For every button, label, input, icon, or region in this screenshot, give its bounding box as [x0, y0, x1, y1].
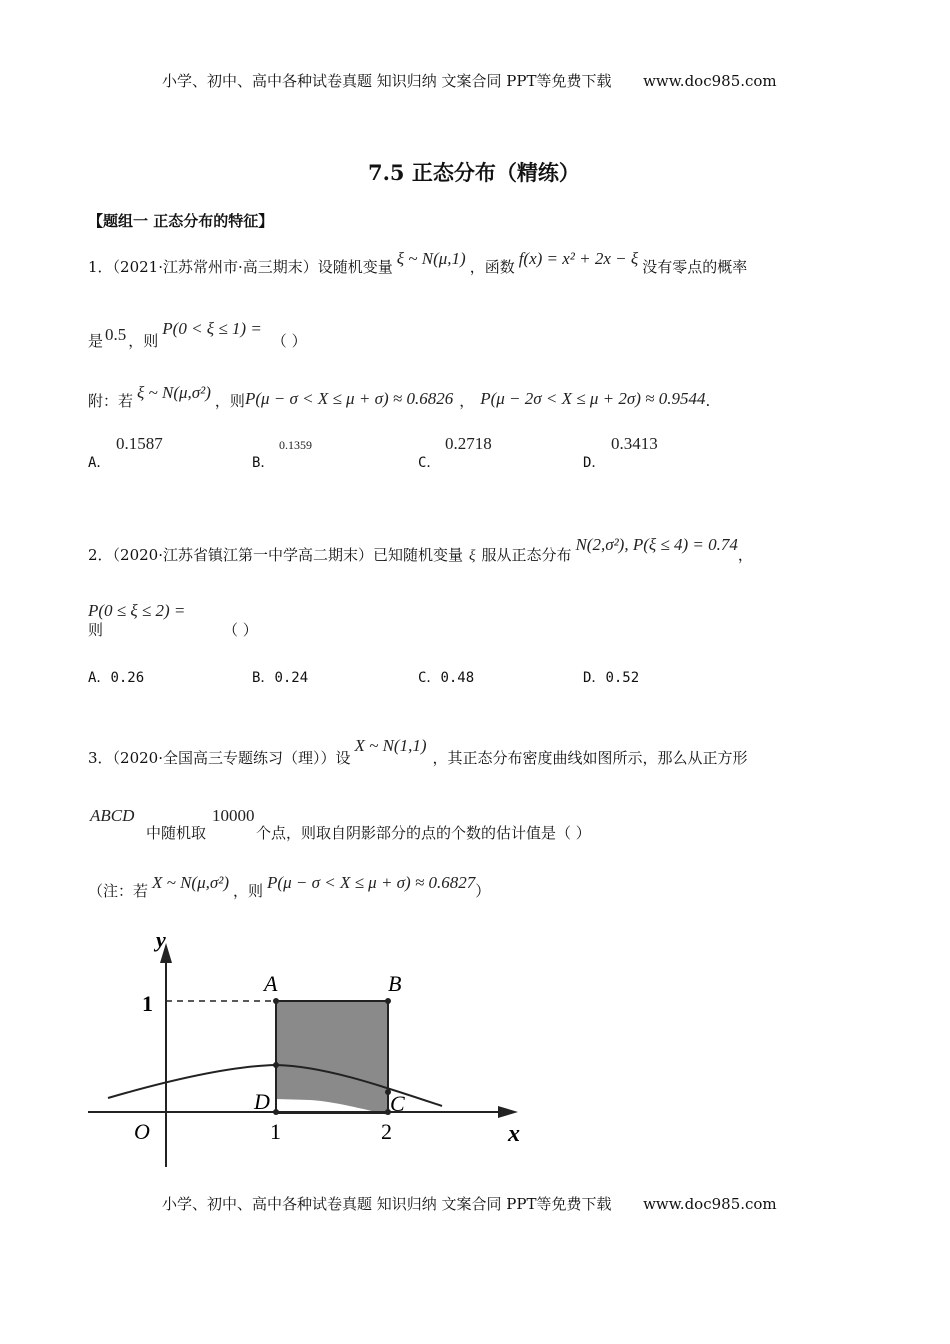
q1-note-b: ，则 — [214, 392, 245, 410]
footer-text: 小学、初中、高中各种试卷真题 知识归纳 文案合同 PPT等免费下载 — [162, 1195, 612, 1213]
q1-note-a: 附：若 — [88, 392, 134, 410]
section-heading: 【题组一 正态分布的特征】 — [88, 212, 274, 230]
header-url[interactable]: www.doc985.com — [643, 72, 777, 90]
option-value: 0.26 — [110, 670, 145, 686]
q1-suffix: 没有零点的概率 — [642, 258, 748, 276]
q2-end: ， — [737, 546, 753, 564]
option-label: A． — [88, 455, 111, 471]
q3-suffix: ，其正态分布密度曲线如图所示，那么从正方形 — [432, 749, 748, 767]
point-d — [273, 1109, 279, 1115]
y-axis-label: y — [156, 927, 166, 952]
q2-option-c[interactable] — [418, 667, 474, 687]
question-3-line-1 — [88, 736, 748, 768]
q1-option-c-value: 0.2718 — [445, 434, 492, 453]
q1-note-c: ， — [459, 392, 475, 410]
q3-square-label: ABCD — [90, 806, 135, 825]
q1-option-d[interactable] — [583, 452, 605, 472]
q1-note-distribution: ξ ~ N(μ,σ²) — [137, 383, 211, 402]
option-label: B． — [252, 670, 275, 686]
q3-note-p: P(μ − σ < X ≤ μ + σ) ≈ 0.6827 — [267, 873, 476, 892]
q1-option-b-value: 0.1359 — [279, 438, 312, 452]
q2-ask: P(0 ≤ ξ ≤ 2) = — [88, 601, 186, 620]
q3-count: 10000 — [212, 806, 255, 825]
q2-answer-paren: （ ） — [223, 621, 258, 639]
shaded-region — [276, 1001, 388, 1115]
x-axis-label: x — [508, 1121, 520, 1147]
page-header — [162, 70, 777, 91]
tick-1-label: 1 — [270, 1119, 281, 1144]
point-b — [385, 998, 391, 1004]
q3-mid: 中随机取 — [146, 824, 207, 842]
q2-option-a[interactable] — [88, 667, 144, 687]
option-value: 0.52 — [605, 670, 640, 686]
q1-option-a-value: 0.1587 — [116, 434, 163, 453]
point-c-label: C — [390, 1091, 405, 1116]
option-value: 0.48 — [440, 670, 475, 686]
q1-ask: P(0 < ξ ≤ 1) = — [162, 319, 262, 338]
origin-label: O — [134, 1119, 150, 1144]
question-1-line-2 — [88, 319, 307, 351]
normal-curve-figure — [80, 925, 540, 1170]
y-one-label: 1 — [142, 991, 153, 1016]
q1-note-end: . — [705, 392, 711, 410]
option-label: C． — [418, 670, 441, 686]
q3-prefix: 3．（2020·全国高三专题练习（理））设 — [88, 749, 351, 767]
point-b-label: B — [388, 971, 402, 996]
q1-line2-a: 是 — [88, 332, 104, 350]
page-footer — [162, 1193, 777, 1214]
point-a — [273, 998, 279, 1004]
option-label: D． — [583, 670, 606, 686]
q1-option-a[interactable] — [88, 452, 110, 472]
q3-tail: 个点，则取自阴影部分的点的个数的估计值是（ ） — [256, 824, 591, 842]
q3-note-distribution: X ~ N(μ,σ²) — [152, 873, 230, 892]
q3-distribution: X ~ N(1,1) — [354, 736, 427, 755]
q1-line2-b: ，则 — [128, 332, 159, 350]
q1-option-c[interactable] — [418, 452, 440, 472]
tick-2-label: 2 — [381, 1119, 392, 1144]
question-3-line-2 — [146, 822, 591, 843]
q1-distribution: ξ ~ N(μ,1) — [396, 249, 466, 268]
x-axis-arrow — [498, 1106, 518, 1118]
page-title: 7.5 正态分布（精练） — [368, 160, 580, 185]
header-text: 小学、初中、高中各种试卷真题 知识归纳 文案合同 PPT等免费下载 — [162, 72, 612, 90]
option-label: C． — [418, 455, 441, 471]
q2-mid: 服从正态分布 — [481, 546, 572, 564]
q1-prefix: 1．（2021·江苏常州市·高三期末）设随机变量 — [88, 258, 393, 276]
q1-answer-paren: （ ） — [271, 332, 307, 350]
question-2-line-1 — [88, 535, 753, 565]
point-d-label: D — [254, 1089, 270, 1114]
point-a-label: A — [264, 971, 278, 996]
q1-option-b[interactable] — [252, 452, 274, 472]
q2-option-d[interactable] — [583, 667, 639, 687]
q1-mid: ，函数 — [469, 258, 515, 276]
q2-condition: N(2,σ²), P(ξ ≤ 4) = 0.74 — [575, 535, 738, 554]
q3-note-b: ，则 — [233, 882, 264, 900]
q1-option-d-value: 0.3413 — [611, 434, 658, 453]
q2-variable: ξ — [469, 548, 476, 564]
q1-note-p1: P(μ − σ < X ≤ μ + σ) ≈ 0.6826 — [244, 389, 454, 408]
question-1-note — [88, 383, 711, 411]
q3-note-a: （注：若 — [88, 882, 149, 900]
option-label: D． — [583, 455, 606, 471]
question-1-line-1 — [88, 249, 748, 277]
q1-function: f(x) = x² + 2x − ξ — [518, 249, 639, 268]
q2-prefix: 2．（2020·江苏省镇江第一中学高二期末）已知随机变量 — [88, 546, 463, 564]
q3-note-end: ） — [475, 882, 491, 900]
footer-url[interactable]: www.doc985.com — [643, 1195, 777, 1213]
option-label: A． — [88, 670, 111, 686]
q1-probability: 0.5 — [105, 325, 127, 344]
question-2-line-2 — [88, 619, 258, 640]
point-curve-1 — [273, 1062, 279, 1068]
q2-option-b[interactable] — [252, 667, 308, 687]
option-value: 0.24 — [274, 670, 309, 686]
q2-then: 则 — [88, 621, 104, 639]
q1-note-p2: P(μ − 2σ < X ≤ μ + 2σ) ≈ 0.9544 — [480, 389, 706, 408]
question-3-note — [88, 873, 491, 901]
option-label: B． — [252, 455, 275, 471]
